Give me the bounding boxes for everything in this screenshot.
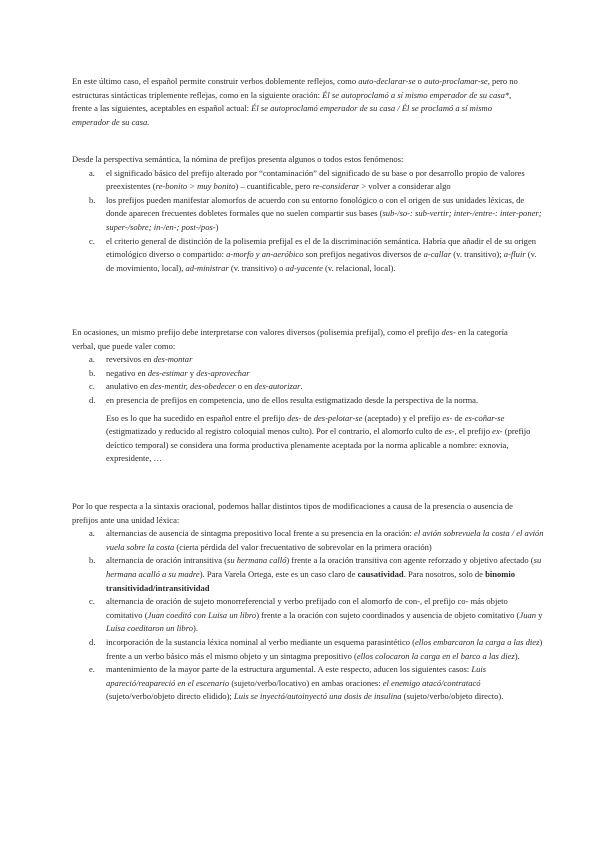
- list-marker: c.: [89, 235, 95, 246]
- list-marker: c.: [89, 596, 95, 607]
- list-item: a. el significado básico del prefijo alterado por “contaminación” del significado de su base o por desarrollo propio de valores preexistentes (re-bonito > muy bonito) – cuantificable, pero re-considerar > volver a considerar algo: [89, 167, 525, 192]
- list-item: b. negativo en des-estimar y des-aprovechar: [89, 367, 545, 381]
- list-marker: c.: [89, 381, 95, 392]
- list-item: c. alternancia de oración de sujeto monorreferencial y verbo prefijado con el alomorfo de con-, el prefijo co- más objeto comitativo (Juan coeditó con Luisa un libro) frente a la oración con sujeto coordinados y ausencia de objeto comitativo (Juan y Luisa coeditaron un libro).: [89, 596, 543, 634]
- list-item: d. en presencia de prefijos en competencia, uno de ellos resulta estigmatizado desde la perspectiva de la norma.: [89, 394, 545, 408]
- list-item: e. mantenimiento de la mayor parte de la estructura argumental. A este respecto, aducen los siguientes casos: Luis apareció/reapareció en el escenario (sujeto/verbo/locativo) en ambas oraciones: el enemigo atacó/contratacó (sujeto/verbo/objeto directo elidido); Luis se inyectó/autoinyectó una dosis de insulina (sujeto/verbo/objeto directo).: [89, 664, 504, 702]
- list-marker: b.: [89, 194, 96, 205]
- section-intro: En ocasiones, un mismo prefijo debe interpretarse con valores diversos (polisemia prefijal), como el prefijo des- en la categoría verbal, que puede valer como:: [72, 327, 508, 351]
- list-item: c. anulativo en des-mentir, des-obedecer o en des-autorizar.: [89, 380, 545, 394]
- list-marker: d.: [89, 394, 96, 405]
- paragraph-reflexive-verbs: [72, 75, 528, 129]
- section-prefix-polysemy: [72, 326, 531, 466]
- list-marker: e.: [89, 664, 95, 675]
- list-marker: b.: [89, 367, 96, 378]
- list-item-continuation: Eso es lo que ha sucedido en español entre el prefijo des- de des-pelotar-se (aceptado) y el prefijo es- de es-coñar-se (estigmatizado y reducido al registro coloquial menos culto). Por el contrario, el alomorfo culto de es-, el prefijo ex- (prefijo deíctico temporal) se considera una forma productiva plenamente aceptada por la norma aplicable a nombre: exnovia, expresidente, …: [106, 412, 531, 464]
- list-marker: d.: [89, 636, 96, 647]
- list-marker: a.: [89, 528, 95, 539]
- list-marker: a.: [89, 167, 95, 178]
- list-item: b. los prefijos pueden manifestar alomorfos de acuerdo con su entorno fonológico o con el origen de sus unidades léxicas, de donde aparecen frecuentes dobletes formales que no suelen compartir sus bases (sub-/so-: sub-vertir; inter-/entre-: inter-poner; super-/sobre; in-/en-; post-/pos-): [89, 194, 542, 232]
- list-item: c. el criterio general de distinción de la polisemia prefijal es el de la discriminación semántica. Habría que añadir el de su origen etimológico diverso o compartido: a-morfo y an-aeróbico son prefijos negativos diversos de a-callar (v. transitivo); a-fluir (v. de movimiento, local), ad-ministrar (v. transitivo) o ad-yacente (v. relacional, local).: [89, 235, 537, 273]
- list-item: d. incorporación de la sustancia léxica nominal al verbo mediante un esquema parasintético (ellos embarcaron la carga a las diez) frente a un verbo básico más el mismo objeto y un sintagma prepositivo (ellos colocaron la carga en el barco a las diez).: [89, 636, 543, 661]
- list-item: b. alternancia de oración intransitiva (su hermana calló) frente a la oración transitiva con agente reforzado y objetivo afectado (su hermana acalló a su madre). Para Varela Ortega, este es un caso claro de causatividad. Para nosotros, solo de binomio transitividad/intransitividad: [89, 555, 542, 593]
- section-intro: Desde la perspectiva semántica, la nómina de prefijos presenta algunos o todos estos fenómenos:: [72, 154, 404, 164]
- list-marker: a.: [89, 354, 95, 365]
- section-semantic-perspective: [72, 153, 542, 275]
- section-syntax: [72, 500, 544, 704]
- list-marker: b.: [89, 555, 96, 566]
- section-intro: Por lo que respecta a la sintaxis oracional, podemos hallar distintos tipos de modificaciones a causa de la presencia o ausencia de prefijos ante una unidad léxica:: [72, 501, 513, 525]
- list-item: a. reversivos en des-montar: [89, 353, 545, 367]
- paragraph-text: En este último caso, el español permite construir verbos doblemente reflejos, como auto-declarar-se o auto-proclamar-se, pero no estructuras sintácticas triplemente reflejas, como en la siguiente oración: Él se autoproclamó a sí mismo emperador de su casa*, frente a las siguientes, aceptables en español actual: Él se autoproclamó emperador de su casa / Él se proclamó a sí mismo emperador de su casa.: [72, 76, 518, 127]
- list-item: a. alternancias de ausencia de sintagma prepositivo local frente a su presencia en la oración: el avión sobrevuela la costa / el avión vuela sobre la costa (cierta pérdida del valor frecuentativo de sobrevolar en la primera oración): [89, 528, 544, 552]
